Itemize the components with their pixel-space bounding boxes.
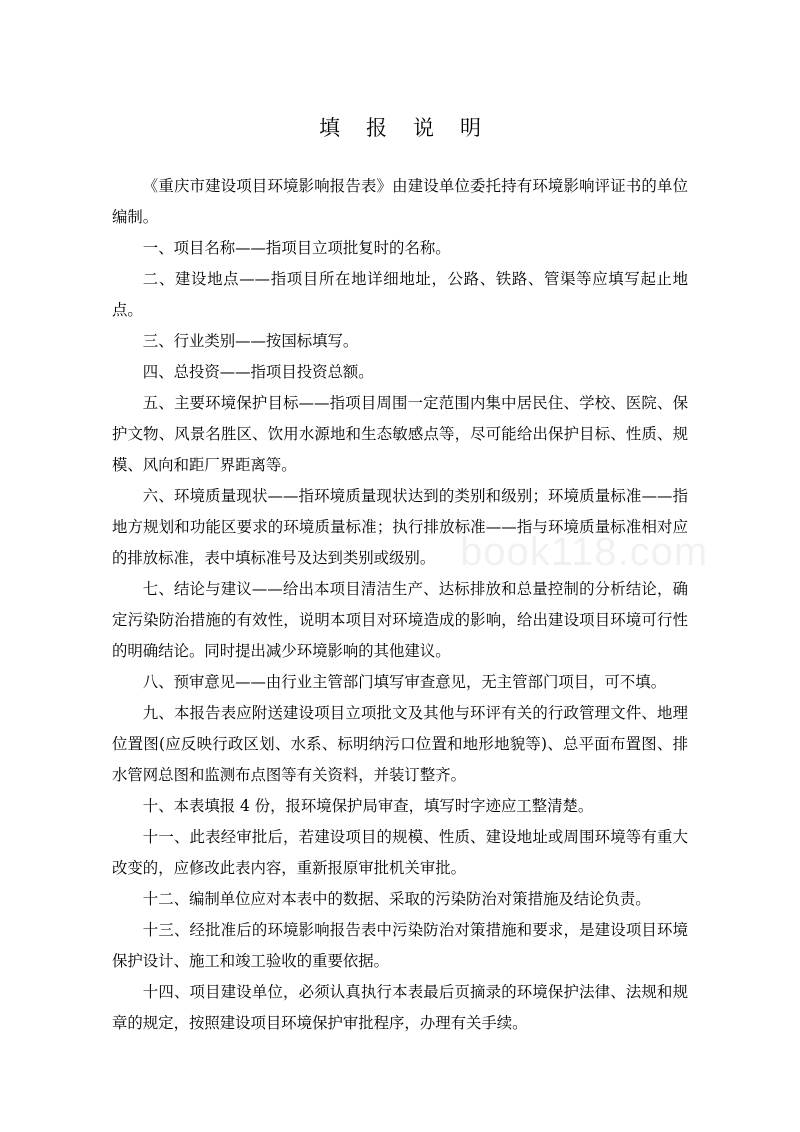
item-basis: 十三、经批准后的环境影响报告表中污染防治对策措施和要求，是建设项目环境保护设计、施工和竣工验收的重要依据。 [112, 921, 688, 970]
item-responsibility: 十二、编制单位应对本表中的数据、采取的污染防治对策措施及结论负责。 [142, 890, 651, 908]
item-attachments: 九、本报告表应附送建设项目立项批文及其他与环评有关的行政管理文件、地理位置图(应反映行政区划、水系、标明纳污口位置和地形地貌等)、总平面布置图、排水管网总图和监测布点图等有关资料，并装订整齐。 [112, 704, 688, 784]
item-project-name: 一、项目名称——指项目立项批复时的名称。 [142, 239, 451, 257]
item-copies: 十、本表填报 4 份，报环境保护局审查，填写时字迹应工整清楚。 [142, 797, 594, 815]
item-total-investment: 四、总投资——指项目投资总额。 [142, 363, 374, 381]
watermark: book118.com [460, 530, 709, 574]
item-construction-site: 二、建设地点——指项目所在地详细地址，公路、铁路、管渠等应填写起止地点。 [112, 270, 688, 319]
instructions-body [112, 171, 688, 1039]
item-major-changes: 十一、此表经审批后，若建设项目的规模、性质、建设地址或周围环境等有重大改变的，应修改此表内容，重新报原审批机关审批。 [112, 828, 688, 877]
page-title: 填报说明 [319, 116, 507, 140]
intro-paragraph: 《重庆市建设项目环境影响报告表》由建设单位委托持有环境影响评证书的单位编制。 [112, 177, 688, 226]
item-conclusions: 七、结论与建议——给出本项目清洁生产、达标排放和总量控制的分析结论，确定污染防治措施的有效性，说明本项目对环境造成的影响，给出建设项目环境可行性的明确结论。同时提出减少环境影响的其他建议。 [112, 580, 688, 660]
item-procedures: 十四、项目建设单位，必须认真执行本表最后页摘录的环境保护法律、法规和规章的规定，按照建设项目环境保护审批程序，办理有关手续。 [112, 983, 688, 1032]
item-environment-status: 六、环境质量现状——指环境质量现状达到的类别和级别；环境质量标准——指地方规划和功能区要求的环境质量标准；执行排放标准——指与环境质量标准相对应的排放标准，表中填标准号及达到类别或级别。 [112, 487, 688, 567]
item-pre-review: 八、预审意见——由行业主管部门填写审查意见，无主管部门项目，可不填。 [142, 673, 667, 691]
item-industry-category: 三、行业类别——按国标填写。 [142, 332, 359, 350]
item-protection-targets: 五、主要环境保护目标——指项目周围一定范围内集中居民住、学校、医院、保护文物、风景名胜区、饮用水源地和生态敏感点等，尽可能给出保护目标、性质、规模、风向和距厂界距离等。 [112, 394, 688, 474]
